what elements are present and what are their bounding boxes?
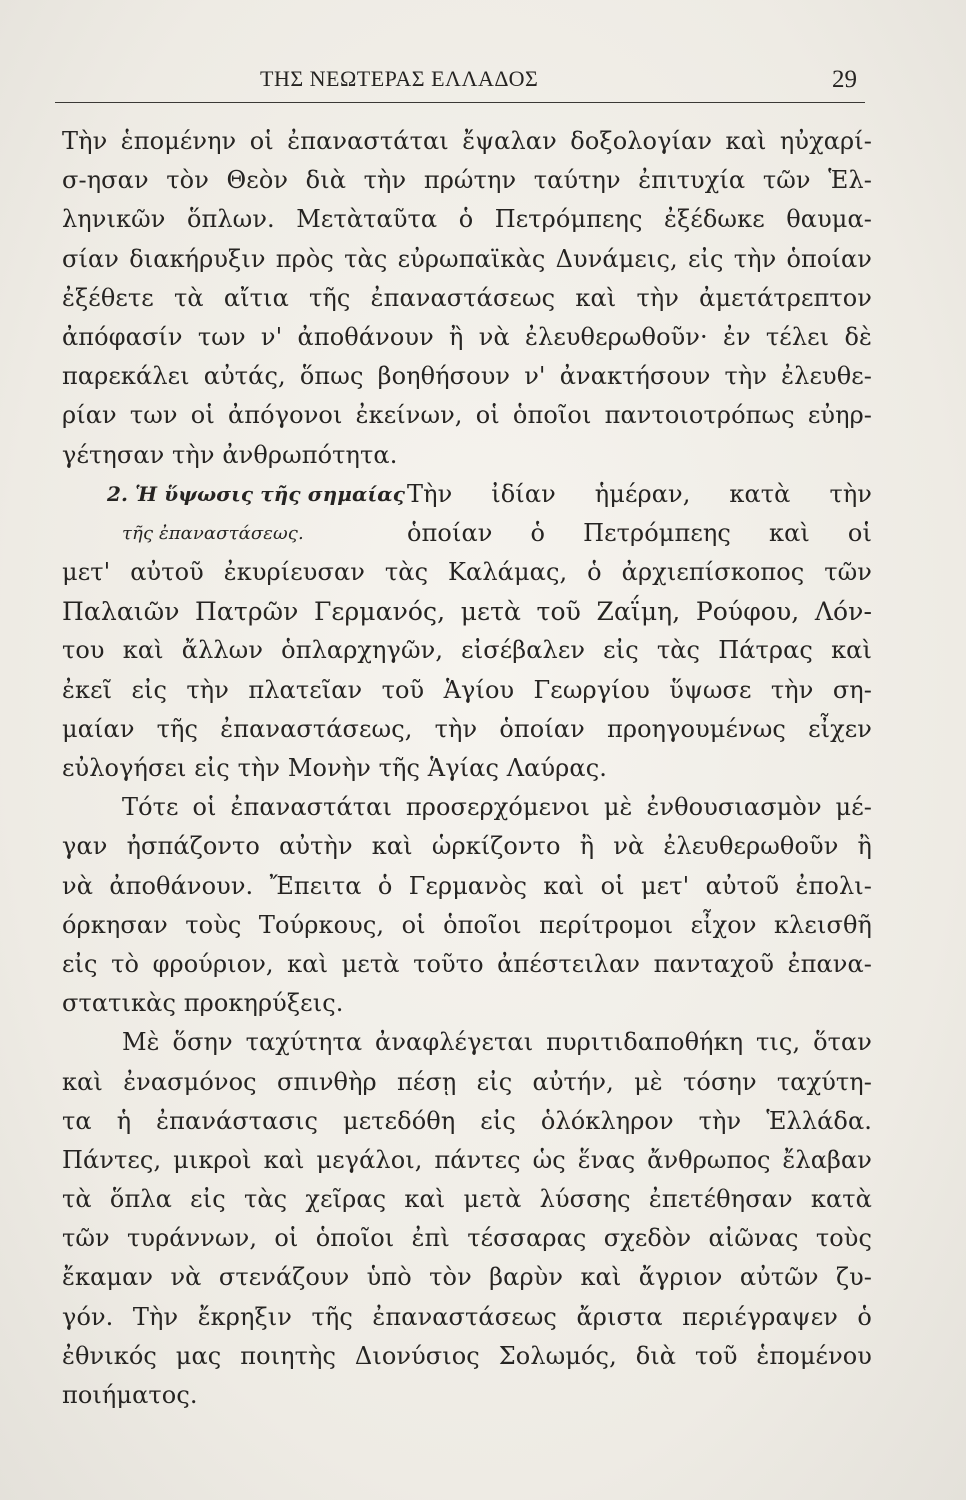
page-body: [62, 122, 872, 1415]
text-line: ἐκεῖ εἰς τὴν πλατεῖαν τοῦ Ἁγίου Γεωργίου ὕψωσε τὴν ση-: [62, 675, 872, 704]
text-line: όρκησαν τοὺς Τούρκους, οἱ ὁποῖοι περίτρομοι εἶχον κλεισθῆ: [62, 910, 872, 939]
text-line: γαν ἠσπάζοντο αὐτὴν καὶ ὡρκίζοντο ἢ νὰ ἐλευθερωθοῦν ἢ: [62, 832, 872, 861]
text-line: Τὴν ἑπομένην οἱ ἐπαναστάται ἔψαλαν δοξολογίαν καὶ ηὐχαρί-: [62, 127, 872, 155]
text-line: παρεκάλει αὐτάς, ὅπως βοηθήσουν ν' ἀνακτήσουν τὴν ἐλευθε-: [62, 362, 872, 391]
text-line: ἀπόφασίν των ν' ἀποθάνουν ἢ νὰ ἐλευθερωθοῦν· ἐν τέλει δὲ: [62, 322, 872, 351]
text-line: μετ' αὐτοῦ ἐκυρίευσαν τὰς Καλάμας, ὁ ἀρχιεπίσκοπος τῶν: [62, 558, 872, 587]
text-line: του καὶ ἄλλων ὁπλαρχηγῶν, εἰσέβαλεν εἰς τὰς Πάτρας καὶ: [62, 636, 872, 665]
section-heading: 2. Ἡ ὕψωσις τῆς σημαίας: [107, 481, 406, 506]
paragraph-3: [62, 788, 872, 1023]
section-heading-row: [62, 514, 872, 553]
text-line: γόν. Τὴν ἔκρηξιν τῆς ἐπαναστάσεως ἄριστα περιέγραψεν ὁ: [62, 1302, 872, 1331]
section-heading-continued: τῆς ἐπαναστάσεως.: [122, 522, 304, 544]
text-line: τῶν τυράννων, οἱ ὁποῖοι ἐπὶ τέσσαρας σχεδὸν αἰῶνας τοὺς: [62, 1224, 872, 1253]
text-line: Τότε οἱ ἐπαναστάται προσερχόμενοι μὲ ἐνθουσιασμὸν μέ-: [122, 793, 872, 822]
page-header: [55, 62, 865, 103]
section-heading-row: [62, 475, 872, 514]
text-line: στατικὰς προκηρύξεις.: [62, 989, 344, 1018]
text-line: σ-ησαν τὸν Θεὸν διὰ τὴν πρώτην ταύτην ἐπιτυχία τῶν Ἑλ-: [62, 166, 872, 195]
section-2: [62, 475, 872, 789]
text-line: ἐξέθετε τὰ αἴτια τῆς ἐπαναστάσεως καὶ τὴν ἀμετάτρεπτον: [62, 283, 872, 312]
paragraph-1: [62, 122, 872, 475]
text-line: Πάντες, μικροὶ καὶ μεγάλοι, πάντες ὡς ἕνας ἄνθρωπος ἔλαβαν: [62, 1145, 872, 1174]
running-title: ΤΗΣ ΝΕΩΤΕΡΑΣ ΕΛΛΑΔΟΣ: [260, 66, 539, 91]
text-line: εὐλογήσει εἰς τὴν Μονὴν τῆς Ἁγίας Λαύρας.: [62, 754, 607, 782]
text-line: τα ἡ ἐπανάστασις μετεδόθη εἰς ὁλόκληρον τὴν Ἑλλάδα.: [62, 1106, 872, 1135]
text-line: ρίαν των οἱ ἀπόγονοι ἐκείνων, οἱ ὁποῖοι παντοιοτρόπως εὐηρ-: [62, 401, 872, 430]
paragraph-4: [62, 1023, 872, 1415]
text-line: Παλαιῶν Πατρῶν Γερμανός, μετὰ τοῦ Ζαΐμη, Ρούφου, Λόν-: [62, 597, 872, 627]
text-line: σίαν διακήρυξιν πρὸς τὰς εὐρωπαϊκὰς Δυνάμεις, εἰς τὴν ὁποίαν: [62, 244, 872, 273]
text-line: ποιήματος.: [62, 1381, 198, 1409]
text-line: μαίαν τῆς ἐπαναστάσεως, τὴν ὁποίαν προηγουμένως εἶχεν: [62, 714, 872, 743]
text-line: γέτησαν τὴν ἀνθρωπότητα.: [62, 440, 398, 469]
text-line: ἔκαμαν νὰ στενάζουν ὑπὸ τὸν βαρὺν καὶ ἄγριον αὐτῶν ζυ-: [62, 1263, 872, 1292]
text-line: Τὴν ἰδίαν ἡμέραν, κατὰ τὴν: [407, 479, 872, 508]
text-line: εἰς τὸ φρούριον, καὶ μετὰ τοῦτο ἀπέστειλαν πανταχοῦ ἐπανα-: [62, 949, 872, 978]
text-line: νὰ ἀποθάνουν. Ἔπειτα ὁ Γερμανὸς καὶ οἱ μετ' αὐτοῦ ἐπολι-: [62, 871, 872, 900]
page-number: 29: [832, 66, 857, 93]
text-line: καὶ ἐνασμόνος σπινθὴρ πέσῃ εἰς αὐτήν, μὲ τόσην ταχύτη-: [62, 1067, 872, 1096]
text-line: Μὲ ὅσην ταχύτητα ἀναφλέγεται πυριτιδαποθήκη τις, ὅταν: [122, 1028, 872, 1057]
text-line: ὁποίαν ὁ Πετρόμπεης καὶ οἱ: [407, 518, 872, 547]
text-line: ἐθνικός μας ποιητὴς Διονύσιος Σολωμός, διὰ τοῦ ἑπομένου: [62, 1341, 872, 1370]
text-line: τὰ ὅπλα εἰς τὰς χεῖρας καὶ μετὰ λύσσης ἐπετέθησαν κατὰ: [62, 1185, 872, 1214]
text-line: ληνικῶν ὅπλων. Μετὰταῦτα ὁ Πετρόμπεης ἐξέδωκε θαυμα-: [62, 205, 872, 234]
